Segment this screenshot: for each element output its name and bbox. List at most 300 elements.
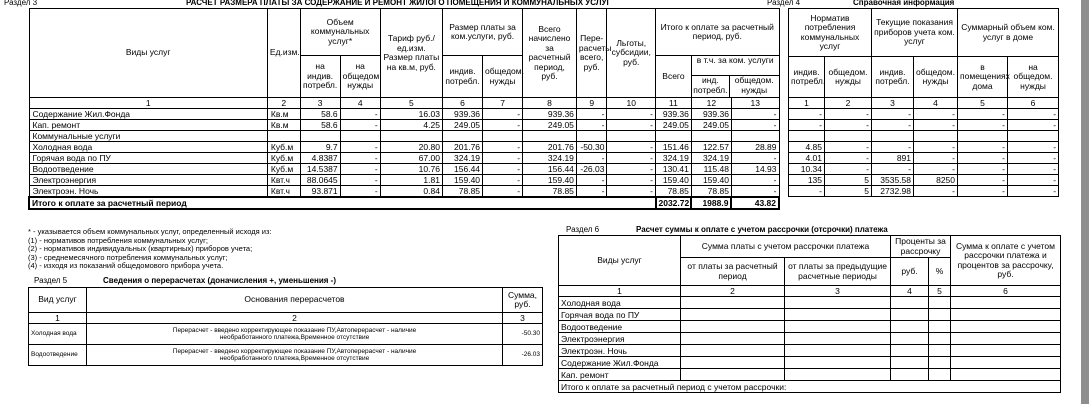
installment-total-label: Итого к оплате за расчетный период с учетом рассрочки: <box>559 381 1061 393</box>
total-indiv: 1988.9 <box>691 197 731 209</box>
cell-ben: - <box>607 186 656 198</box>
col-charge-common: общедом. нужды <box>483 56 523 98</box>
col-vol-common: на общедом. нужды <box>1008 57 1059 98</box>
col-topay-common: общедом. нужды <box>734 75 774 95</box>
cell-name: Коммунальные услуги <box>29 131 267 142</box>
installment-cell <box>929 357 951 369</box>
col-topay-header: Итого к оплате за расчетный период, руб. <box>656 9 780 56</box>
installment-cell <box>951 369 1061 381</box>
installment-cell <box>951 321 1061 333</box>
col-installment-pct: Проценты за рассрочку <box>891 236 951 258</box>
installment-cell <box>681 369 785 381</box>
cell-n1 <box>789 131 825 142</box>
col-accrued-header: Всего начислено за расчетный период, руб. <box>523 9 577 98</box>
cell-tariff: 67.00 <box>380 153 442 164</box>
cell-p2: - <box>731 186 779 198</box>
total-amount: 2032.72 <box>656 197 692 209</box>
installment-cell <box>785 297 891 309</box>
footnote: (2) - нормативов индивидуальных (квартирных) приборов учета; <box>28 244 253 254</box>
cell-n1: 135 <box>789 175 825 186</box>
reference-row <box>789 142 1059 153</box>
footnotes <box>28 228 271 271</box>
installment-cell <box>891 321 929 333</box>
col-num: 13 <box>731 98 779 109</box>
installment-cell <box>929 369 951 381</box>
installment-row <box>559 345 1061 357</box>
cell-m2: 8250 <box>914 175 958 186</box>
installment-cell <box>891 345 929 357</box>
cell-tariff: 10.76 <box>380 164 442 175</box>
section5-table <box>28 287 543 366</box>
cell-m2: - <box>914 109 958 120</box>
installment-cell <box>929 333 951 345</box>
col-service-header: Виды услуг <box>29 9 267 98</box>
cell-s1: - <box>958 142 1008 153</box>
col-recalc-service: Вид услуг <box>29 288 87 313</box>
cell-unit: Куб.м <box>267 142 300 153</box>
footnote: (1) - нормативов потребления коммунальных услуг; <box>28 235 208 245</box>
col-charge-indiv: индив. потребл. <box>442 56 482 98</box>
col-installment-total: Сумма к оплате с учетом рассрочки платежа и процентов за рассрочку, руб. <box>951 236 1061 286</box>
col-num: 4 <box>340 98 380 109</box>
cell-v2: - <box>340 120 380 131</box>
total-label: Итого к оплате за расчетный период <box>29 197 656 209</box>
col-recalc-sum: Сумма, руб. <box>503 288 543 313</box>
cell-n1: 10.34 <box>789 164 825 175</box>
installment-cell <box>785 309 891 321</box>
cell-c1: 249.05 <box>442 120 482 131</box>
cell-accr: 159.40 <box>523 175 577 186</box>
installment-service: Содержание Жил.Фонда <box>559 357 681 369</box>
cell-rec: -26.03 <box>576 164 607 175</box>
installment-cell <box>681 345 785 357</box>
col-charge-header: Размер платы за ком.услуги, руб. <box>442 9 522 56</box>
recalc-row <box>29 324 543 345</box>
cell-tot: 249.05 <box>656 120 692 131</box>
installment-cell <box>951 297 1061 309</box>
installment-cell <box>785 357 891 369</box>
cell-tot: 159.40 <box>656 175 692 186</box>
cell-tariff: 16.03 <box>380 109 442 120</box>
service-row <box>29 175 779 186</box>
cell-ben: - <box>607 109 656 120</box>
col-num: 6 <box>1008 98 1059 109</box>
service-row <box>29 131 779 142</box>
installment-row <box>559 297 1061 309</box>
service-row <box>29 120 779 131</box>
col-vol-premises: в помещениях дома <box>958 57 1008 98</box>
cell-unit: Кв.м <box>267 120 300 131</box>
cell-p1: 115.48 <box>691 164 731 175</box>
cell-s1: - <box>958 186 1008 197</box>
col-recalc-reason: Основания перерасчетов <box>87 288 503 313</box>
cell-name: Кап. ремонт <box>29 120 267 131</box>
installment-cell <box>785 345 891 357</box>
cell-n1: 4.85 <box>789 142 825 153</box>
cell-m1: 891 <box>872 153 914 164</box>
installment-cell <box>891 309 929 321</box>
installment-service: Водоотведение <box>559 321 681 333</box>
service-row <box>29 142 779 153</box>
cell-m2: - <box>914 142 958 153</box>
cell-c1 <box>442 131 482 142</box>
installment-cell <box>785 333 891 345</box>
col-installment-prev: от платы за предыдущие расчетные периоды <box>785 258 891 286</box>
col-num: 7 <box>483 98 523 109</box>
cell-accr: 324.19 <box>523 153 577 164</box>
col-volume-header: Объем коммунальных услуг* <box>300 9 380 56</box>
cell-s2: - <box>1008 164 1059 175</box>
cell-name: Электроэн. Ночь <box>29 186 267 198</box>
cell-accr: 249.05 <box>523 120 577 131</box>
recalc-sum: -26.03 <box>503 345 543 366</box>
installment-row <box>559 357 1061 369</box>
cell-p1: 122.57 <box>691 142 731 153</box>
col-num: 4 <box>891 286 929 297</box>
cell-m1: 3535.58 <box>872 175 914 186</box>
cell-p1: 249.05 <box>691 120 731 131</box>
cell-v2: - <box>340 109 380 120</box>
col-meters-common: общедом. нужды <box>914 57 958 98</box>
col-unit-header: Ед.изм. <box>267 9 300 98</box>
installment-service: Электроэн. Ночь <box>559 345 681 357</box>
col-meters-header: Текущие показания приборов учета ком. услуг <box>872 9 958 57</box>
cell-ben: - <box>607 164 656 175</box>
cell-accr: 201.76 <box>523 142 577 153</box>
col-num: 3 <box>503 313 543 324</box>
cell-ben: - <box>607 175 656 186</box>
reference-row <box>789 131 1059 142</box>
cell-name: Холодная вода <box>29 142 267 153</box>
cell-n2: - <box>825 153 872 164</box>
cell-name: Водоотведение <box>29 164 267 175</box>
cell-name: Содержание Жил.Фонда <box>29 109 267 120</box>
col-num: 2 <box>87 313 503 324</box>
cell-s2: - <box>1008 120 1059 131</box>
col-installment-service: Виды услуг <box>559 236 681 286</box>
cell-p1: 159.40 <box>691 175 731 186</box>
col-norm-header: Норматив потребления коммунальных услуг <box>789 9 872 57</box>
cell-m1 <box>872 131 914 142</box>
recalc-service: Холодная вода <box>29 324 87 345</box>
col-num: 10 <box>607 98 656 109</box>
cell-p2: - <box>731 109 779 120</box>
col-benefits-header: Льготы, субсидии, руб. <box>607 9 656 98</box>
service-row <box>29 109 779 120</box>
cell-c2: - <box>483 164 523 175</box>
reference-row <box>789 120 1059 131</box>
col-meters-indiv: индив. потребл. <box>872 57 914 98</box>
col-num: 1 <box>29 313 87 324</box>
cell-n2: 5 <box>825 175 872 186</box>
cell-c1: 201.76 <box>442 142 482 153</box>
recalc-row <box>29 345 543 366</box>
col-topay-total: Всего <box>656 56 692 98</box>
installment-cell <box>929 321 951 333</box>
reference-row <box>789 186 1059 197</box>
col-norm-common: общедом. нужды <box>825 57 872 98</box>
recalc-reason: Перерасчет - введено корректирующее показание ПУ,Автоперерасчет - наличие необработанного платежа,Временное отсутствие <box>87 345 503 366</box>
section4-label: Раздел 4 <box>767 0 801 7</box>
cell-c2: - <box>483 175 523 186</box>
cell-p2: - <box>731 153 779 164</box>
installment-cell <box>785 321 891 333</box>
cell-s2 <box>1008 131 1059 142</box>
cell-unit: Кв.м <box>267 109 300 120</box>
cell-s1 <box>958 131 1008 142</box>
cell-p2: - <box>731 175 779 186</box>
cell-m1: - <box>872 164 914 175</box>
col-num: 3 <box>872 98 914 109</box>
cell-accr: 939.36 <box>523 109 577 120</box>
reference-row <box>789 164 1059 175</box>
cell-c1: 159.40 <box>442 175 482 186</box>
cell-rec: - <box>576 153 607 164</box>
installment-service: Кап. ремонт <box>559 369 681 381</box>
cell-ben: - <box>607 120 656 131</box>
installment-service: Холодная вода <box>559 297 681 309</box>
section3-table <box>28 8 780 210</box>
cell-v2: - <box>340 142 380 153</box>
cell-n2: 5 <box>825 186 872 197</box>
section4-table <box>788 8 1059 197</box>
col-installment-rub: руб. <box>891 258 929 286</box>
col-installment-percent: % <box>929 258 951 286</box>
cell-s1: - <box>958 175 1008 186</box>
recalc-service: Водоотведение <box>29 345 87 366</box>
cell-v1 <box>300 131 340 142</box>
installment-cell <box>951 345 1061 357</box>
col-num: 11 <box>656 98 692 109</box>
col-num: 4 <box>914 98 958 109</box>
installment-cell <box>891 333 929 345</box>
cell-v1: 14.5387 <box>300 164 340 175</box>
section6-label: Раздел 6 <box>566 225 600 234</box>
cell-v2: - <box>340 164 380 175</box>
cell-c2: - <box>483 120 523 131</box>
cell-n2: - <box>825 142 872 153</box>
cell-s1: - <box>958 109 1008 120</box>
cell-tariff: 20.80 <box>380 142 442 153</box>
footnote: (3) - среднемесячного потребления коммунальных услуг; <box>28 252 228 262</box>
cell-p2: - <box>731 120 779 131</box>
col-num: 2 <box>681 286 785 297</box>
cell-s1: - <box>958 164 1008 175</box>
cell-unit: Квт.ч <box>267 175 300 186</box>
col-num: 1 <box>559 286 681 297</box>
cell-p2 <box>731 131 779 142</box>
col-num: 1 <box>29 98 267 109</box>
installment-cell <box>681 333 785 345</box>
cell-ben: - <box>607 153 656 164</box>
section5-title: Сведения о перерасчетах (доначисления +, уменьшения -) <box>103 276 336 285</box>
section3-column-numbers <box>29 98 779 109</box>
cell-v1: 4.8387 <box>300 153 340 164</box>
cell-unit: Квт.ч <box>267 186 300 198</box>
col-num: 6 <box>951 286 1061 297</box>
recalc-sum: -50.30 <box>503 324 543 345</box>
installment-service: Горячая вода по ПУ <box>559 309 681 321</box>
cell-tot: 151.46 <box>656 142 692 153</box>
col-volume-indiv: на индив. потребл. <box>300 56 340 98</box>
section6-table <box>558 235 1061 393</box>
footnote: * - указывается объем коммунальных услуг, определенный исходя из: <box>28 227 272 236</box>
cell-p2: 14.93 <box>731 164 779 175</box>
installment-service: Электроэнергия <box>559 333 681 345</box>
cell-n2: - <box>825 120 872 131</box>
cell-tot: 324.19 <box>656 153 692 164</box>
cell-c2: - <box>483 109 523 120</box>
col-installment-period: от платы за расчетный период <box>681 258 785 286</box>
cell-s2: - <box>1008 153 1059 164</box>
cell-tot: 78.85 <box>656 186 692 198</box>
col-norm-indiv: индив. потребл. <box>789 57 825 98</box>
col-topay-incl: в т.ч. за ком. услуги <box>692 56 779 76</box>
cell-rec: -50.30 <box>576 142 607 153</box>
cell-accr: 156.44 <box>523 164 577 175</box>
cell-tariff: 0.84 <box>380 186 442 198</box>
installment-cell <box>785 369 891 381</box>
col-num: 2 <box>267 98 300 109</box>
installment-row <box>559 321 1061 333</box>
cell-v2: - <box>340 153 380 164</box>
cell-m2: - <box>914 186 958 197</box>
cell-m2 <box>914 131 958 142</box>
cell-v1: 9.7 <box>300 142 340 153</box>
cell-rec: - <box>576 109 607 120</box>
cell-c1: 324.19 <box>442 153 482 164</box>
section4-column-numbers <box>789 98 1059 109</box>
cell-v1: 58.6 <box>300 120 340 131</box>
cell-c2: - <box>483 142 523 153</box>
col-house-volume-header: Суммарный объем ком. услуг в доме <box>958 9 1059 57</box>
installment-cell <box>951 357 1061 369</box>
recalc-reason: Перерасчет - введено корректирующее показание ПУ,Автоперерасчет - наличие необработанного платежа,Временное отсутствие <box>87 324 503 345</box>
cell-n2: - <box>825 164 872 175</box>
cell-v1: 93.871 <box>300 186 340 198</box>
cell-rec: - <box>576 175 607 186</box>
cell-m1: - <box>872 109 914 120</box>
installment-cell <box>891 369 929 381</box>
installment-cell <box>929 297 951 309</box>
cell-c2: - <box>483 153 523 164</box>
cell-n1: - <box>789 109 825 120</box>
cell-s1: - <box>958 153 1008 164</box>
installment-cell <box>891 357 929 369</box>
cell-tariff: 4.25 <box>380 120 442 131</box>
cell-accr: 78.85 <box>523 186 577 198</box>
col-num: 8 <box>523 98 577 109</box>
cell-p1: 324.19 <box>691 153 731 164</box>
installment-cell <box>681 357 785 369</box>
col-num: 5 <box>380 98 442 109</box>
cell-n1: 4.01 <box>789 153 825 164</box>
col-num: 6 <box>442 98 482 109</box>
installment-cell <box>681 309 785 321</box>
col-recalc-header: Пере-расчеты всего, руб. <box>576 9 607 98</box>
cell-c1: 78.85 <box>442 186 482 198</box>
installment-cell <box>681 297 785 309</box>
cell-unit <box>267 131 300 142</box>
col-num: 5 <box>929 286 951 297</box>
cell-s2: - <box>1008 186 1059 197</box>
col-tariff-header: Тариф руб./ед.изм. Размер платы на кв.м, руб. <box>380 9 442 98</box>
cell-rec: - <box>576 120 607 131</box>
cell-tot: 939.36 <box>656 109 692 120</box>
cell-tariff: 1.81 <box>380 175 442 186</box>
service-row <box>29 153 779 164</box>
cell-v1: 58.6 <box>300 109 340 120</box>
footnote: (4) - изходя из показаний общедомового прибора учета. <box>28 261 224 271</box>
cell-c2: - <box>483 186 523 198</box>
cell-tariff <box>380 131 442 142</box>
installment-cell <box>929 309 951 321</box>
cell-m2: - <box>914 153 958 164</box>
cell-s2: - <box>1008 175 1059 186</box>
cell-unit: Куб.м <box>267 164 300 175</box>
cell-name: Горячая вода по ПУ <box>29 153 267 164</box>
cell-name: Электроэнергия <box>29 175 267 186</box>
cell-rec: - <box>576 186 607 198</box>
cell-accr <box>523 131 577 142</box>
col-topay-indiv: инд. потребл. <box>692 76 730 97</box>
cell-rec <box>576 131 607 142</box>
cell-n2: - <box>825 109 872 120</box>
total-common: 43.82 <box>731 197 779 209</box>
reference-row <box>789 109 1059 120</box>
cell-tot: 130.41 <box>656 164 692 175</box>
cell-c1: 156.44 <box>442 164 482 175</box>
cell-unit: Куб.м <box>267 153 300 164</box>
cell-v2 <box>340 131 380 142</box>
cell-c2 <box>483 131 523 142</box>
installment-cell <box>891 297 929 309</box>
installment-cell <box>929 345 951 357</box>
cell-p2: 28.89 <box>731 142 779 153</box>
cell-s2: - <box>1008 109 1059 120</box>
section3-label: Раздел 3 <box>4 0 38 7</box>
cell-ben: - <box>607 142 656 153</box>
cell-n1: - <box>789 120 825 131</box>
cell-p1 <box>691 131 731 142</box>
installment-cell <box>681 321 785 333</box>
cell-m2: - <box>914 120 958 131</box>
col-num: 9 <box>576 98 607 109</box>
col-num: 2 <box>825 98 872 109</box>
cell-n1: - <box>789 186 825 197</box>
cell-v1: 88.0645 <box>300 175 340 186</box>
section3-title: РАСЧЕТ РАЗМЕРА ПЛАТЫ ЗА СОДЕРЖАНИЕ И РЕМОНТ ЖИЛОГО ПОМЕЩЕНИЯ И КОММУНАЛЬНЫХ УСЛУГ <box>186 0 611 7</box>
cell-s2: - <box>1008 142 1059 153</box>
installment-cell <box>951 333 1061 345</box>
col-num: 3 <box>300 98 340 109</box>
col-num: 5 <box>958 98 1008 109</box>
col-num: 1 <box>789 98 825 109</box>
cell-n2 <box>825 131 872 142</box>
cell-m1: - <box>872 120 914 131</box>
installment-row <box>559 333 1061 345</box>
reference-row <box>789 153 1059 164</box>
cell-c1: 939.36 <box>442 109 482 120</box>
cell-p1: 78.85 <box>691 186 731 198</box>
service-row <box>29 164 779 175</box>
installment-row <box>559 369 1061 381</box>
cell-m2: - <box>914 164 958 175</box>
cell-m1: - <box>872 142 914 153</box>
col-num: 12 <box>691 98 731 109</box>
section6-title: Расчет суммы к оплате с учетом рассрочки (отсрочки) платежа <box>636 225 888 234</box>
section5-label: Раздел 5 <box>34 276 68 285</box>
